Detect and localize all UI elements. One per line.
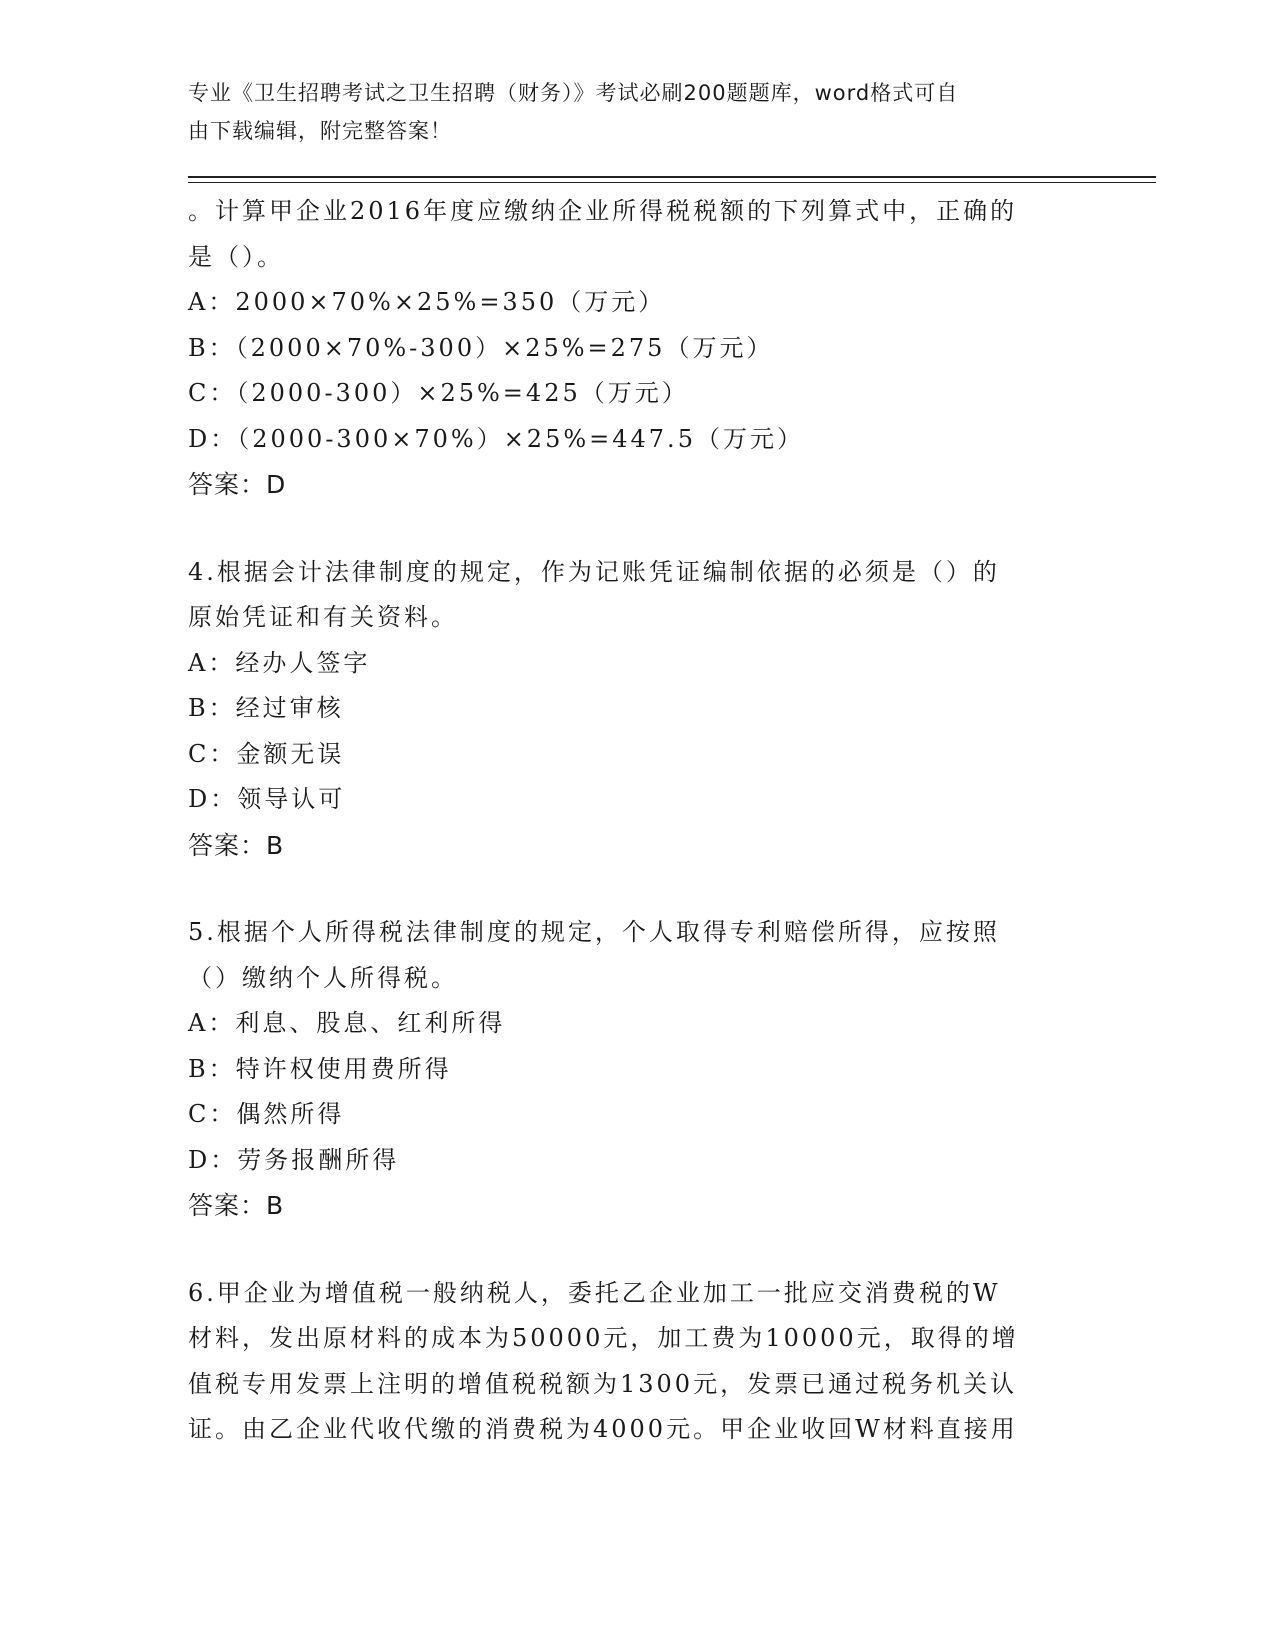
header-divider <box>188 182 1156 183</box>
option-d: D：（2000-300×70%）×25%=447.5（万元） <box>188 424 804 453</box>
question-stem: 。计算甲企业2016年度应缴纳企业所得税税额的下列算式中，正确的 <box>188 197 1018 225</box>
spacer <box>188 868 1088 910</box>
header-line: 专业《卫生招聘考试之卫生招聘（财务）》考试必刷200题题库，word格式可自 <box>188 81 959 105</box>
option-b: B：（2000×70%-300）×25%=275（万元） <box>188 333 774 362</box>
question-stem: （）缴纳个人所得税。 <box>188 963 458 992</box>
answer: 答案：B <box>188 1191 285 1220</box>
question-stem: 证。由乙企业代收代缴的消费税为4000元。甲企业收回W材料直接用 <box>188 1415 1018 1443</box>
spacer <box>188 508 1088 550</box>
option-a: A：2000×70%×25%=350（万元） <box>188 288 666 316</box>
question-4 <box>188 550 1088 869</box>
document-header <box>188 74 1068 150</box>
option-d: D：领导认可 <box>188 785 346 813</box>
question-stem: 原始凭证和有关资料。 <box>188 603 458 631</box>
question-stem: 5.根据个人所得税法律制度的规定，个人取得专利赔偿所得，应按照 <box>188 918 1000 946</box>
header-line: 由下载编辑，附完整答案！ <box>188 119 452 143</box>
question-stem: 材料，发出原材料的成本为50000元，加工费为10000元，取得的增 <box>188 1324 1019 1352</box>
question-5 <box>188 910 1088 1229</box>
option-c: C：偶然所得 <box>188 1100 345 1128</box>
question-3 <box>188 189 1088 508</box>
option-b: B：经过审核 <box>188 694 344 722</box>
spacer <box>188 1229 1088 1271</box>
header-divider <box>188 176 1156 178</box>
answer: 答案：D <box>188 470 287 499</box>
option-c: C：（2000-300）×25%=425（万元） <box>188 379 689 407</box>
question-stem: 6.甲企业为增值税一般纳税人，委托乙企业加工一批应交消费税的W <box>188 1278 1001 1307</box>
option-a: A：经办人签字 <box>188 648 371 677</box>
question-stem: 是（）。 <box>188 242 284 271</box>
question-stem: 4.根据会计法律制度的规定，作为记账凭证编制依据的必须是（）的 <box>188 557 1000 586</box>
answer: 答案：B <box>188 830 285 860</box>
option-d: D：劳务报酬所得 <box>188 1145 400 1174</box>
question-stem: 值税专用发票上注明的增值税税额为1300元，发票已通过税务机关认 <box>188 1369 1018 1398</box>
question-list <box>188 189 1088 1453</box>
option-b: B：特许权使用费所得 <box>188 1054 452 1083</box>
option-a: A：利息、股息、红利所得 <box>188 1009 506 1037</box>
question-6 <box>188 1271 1088 1453</box>
option-c: C：金额无误 <box>188 739 345 768</box>
